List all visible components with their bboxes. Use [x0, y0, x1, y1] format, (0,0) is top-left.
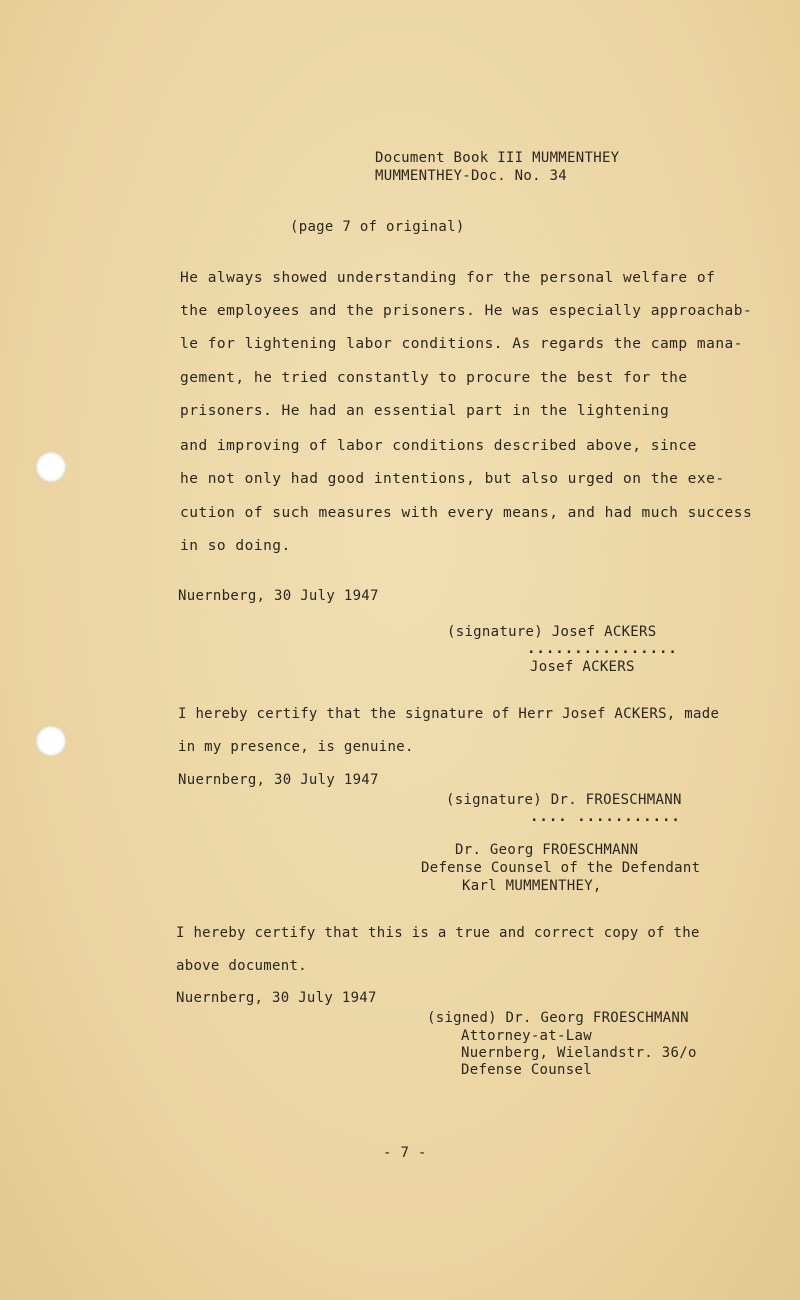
- body-line: he not only had good intentions, but also urged on the exe-: [180, 471, 725, 487]
- signature-dots: .... ...........: [530, 809, 681, 825]
- date-line: Nuernberg, 30 July 1947: [178, 588, 379, 604]
- doc-number-header: MUMMENTHEY-Doc. No. 34: [375, 168, 568, 184]
- certify-copy-line: above document.: [176, 958, 307, 974]
- body-line: He always showed understanding for the personal welfare of: [180, 270, 716, 286]
- page-number: - 7 -: [383, 1145, 427, 1161]
- counsel-name: Dr. Georg FROESCHMANN: [455, 842, 639, 858]
- certify-signature-line: I hereby certify that the signature of Herr Josef ACKERS, made: [178, 706, 720, 722]
- punch-hole-top: [36, 452, 66, 482]
- body-line: prisoners. He had an essential part in the lightening: [180, 403, 670, 419]
- signed-line: (signed) Dr. Georg FROESCHMANN: [427, 1010, 689, 1026]
- body-line: gement, he tried constantly to procure the best for the: [180, 370, 688, 386]
- body-line: and improving of labor conditions described above, since: [180, 438, 697, 454]
- body-line: in so doing.: [180, 538, 291, 554]
- body-line: cution of such measures with every means, and had much success: [180, 505, 753, 521]
- typed-signer-name: Josef ACKERS: [530, 659, 635, 675]
- punch-hole-bottom: [36, 726, 66, 756]
- body-line: the employees and the prisoners. He was especially approachab-: [180, 303, 753, 319]
- attorney-role: Defense Counsel: [461, 1062, 592, 1078]
- date-line: Nuernberg, 30 July 1947: [178, 772, 379, 788]
- defendant-name: Karl MUMMENTHEY,: [462, 878, 602, 894]
- counsel-role: Defense Counsel of the Defendant: [421, 860, 701, 876]
- page-reference: (page 7 of original): [290, 219, 465, 235]
- certify-signature-line: in my presence, is genuine.: [178, 739, 414, 755]
- doc-book-header: Document Book III MUMMENTHEY: [375, 150, 620, 166]
- certify-copy-line: I hereby certify that this is a true and correct copy of the: [176, 925, 700, 941]
- date-line: Nuernberg, 30 July 1947: [176, 990, 377, 1006]
- body-line: le for lightening labor conditions. As regards the camp mana-: [180, 336, 744, 352]
- attorney-address: Nuernberg, Wielandstr. 36/o: [461, 1045, 697, 1061]
- signature-dots: ................: [527, 641, 678, 657]
- signature-line: (signature) Josef ACKERS: [447, 624, 657, 640]
- signature-line: (signature) Dr. FROESCHMANN: [446, 792, 682, 808]
- attorney-title: Attorney-at-Law: [461, 1028, 592, 1044]
